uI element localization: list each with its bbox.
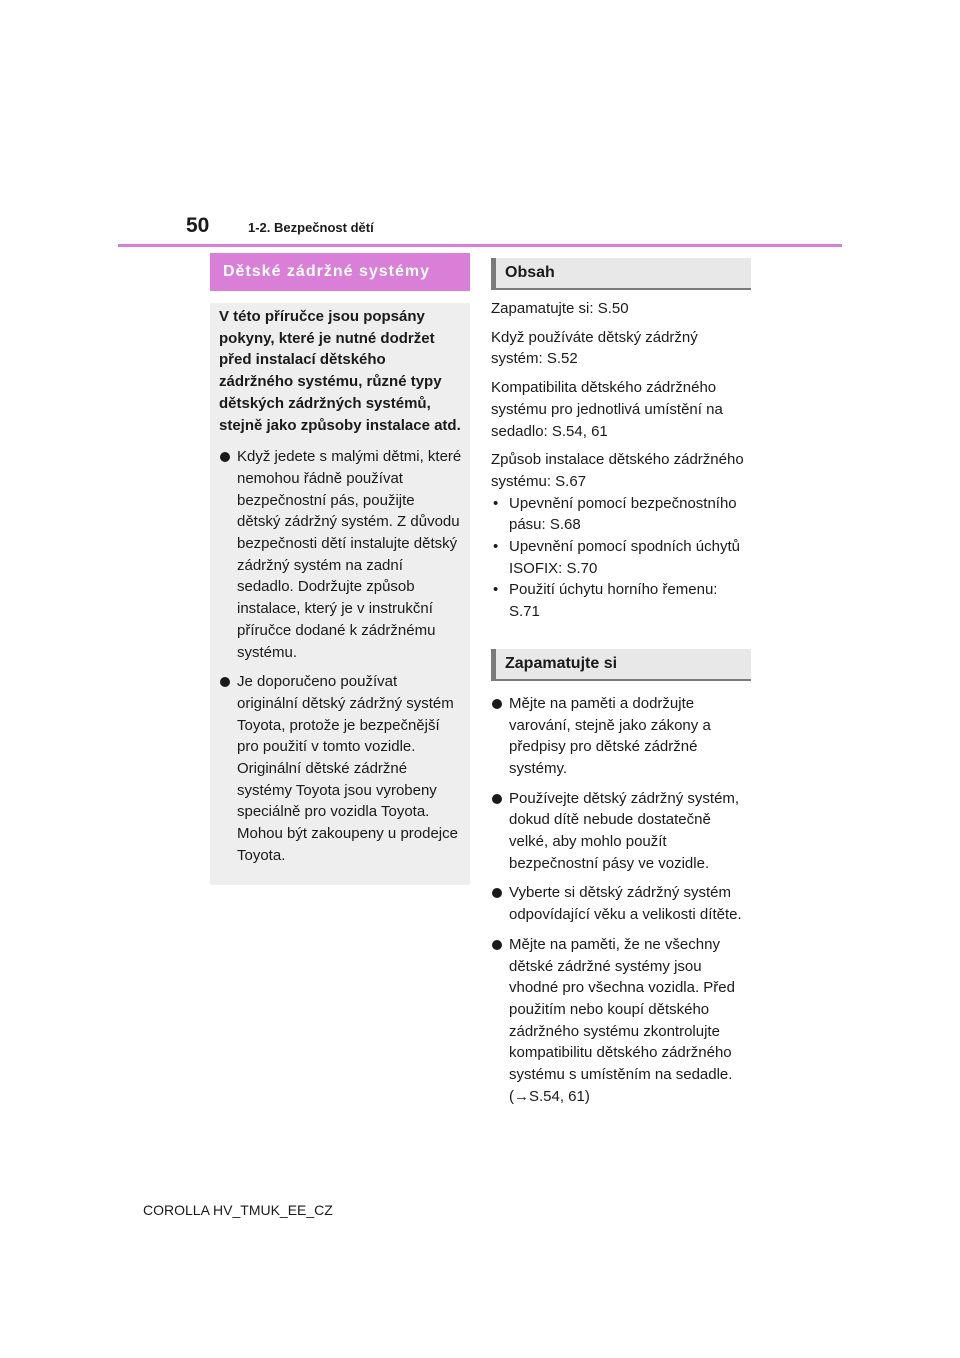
bullet-icon <box>492 794 502 804</box>
contents-sub-list <box>491 493 751 623</box>
contents-list <box>491 298 751 623</box>
list-item: Vyberte si dětský zádržný systém odpovídající věku a velikosti dítěte. <box>491 882 751 925</box>
page-number: 50 <box>186 214 210 237</box>
intro-bullets <box>219 446 462 866</box>
list-item: Mějte na paměti a dodržujte varování, stejně jako zákony a předpisy pro dětské zádržné systémy. <box>491 693 751 780</box>
list-item: Když jedete s malými dětmi, které nemohou řádně používat bezpečnostní pás, použijte dětský zádržný systém. Z důvodu bezpečnosti dětí instalujte dětský zádržný systém na zadní sedadlo. Dodržujte způsob instalace, který je v instrukční příručce dodané k zádržnému systému. <box>219 446 462 663</box>
list-item: Mějte na paměti, že ne všechny dětské zádržné systémy jsou vhodné pro všechna vozidla. Před použitím nebo koupí dětského zádržného systému zkontrolujte kompatibilitu dětského zádržného systému s umístěním na sedadle. (→S.54, 61) <box>491 934 751 1108</box>
contents-item: Když používáte dětský zádržný systém: S.52 <box>491 328 698 368</box>
bullet-icon <box>220 452 230 462</box>
contents-item: Zapamatujte si: S.50 <box>491 300 629 317</box>
bullet-icon <box>492 888 502 898</box>
list-item: • Upevnění pomocí bezpečnostního pásu: S.68 <box>493 494 737 534</box>
bullet-icon: • <box>493 581 499 599</box>
contents-heading: Obsah <box>491 258 751 290</box>
section-title: 1-2. Bezpečnost dětí <box>248 220 374 235</box>
header-divider <box>118 244 842 247</box>
list-item: • Použití úchytu horního řemenu: S.71 <box>493 581 718 621</box>
contents-item: Způsob instalace dětského zádržného systému: S.67 <box>491 451 744 490</box>
bullet-icon <box>492 940 502 950</box>
list-item: Je doporučeno používat originální dětský zádržný systém Toyota, protože je bezpečnější pro použití v tomto vozidle. Originální dětské zádržné systémy Toyota jsou vyrobeny speciálně pro vozidla Toyota. Mohou být zakoupeny u prodejce Toyota. <box>219 671 462 866</box>
right-column <box>491 258 751 1116</box>
remember-heading: Zapamatujte si <box>491 649 751 681</box>
left-column <box>210 253 470 885</box>
section-heading: Dětské zádržné systémy <box>210 253 470 291</box>
contents-item: Kompatibilita dětského zádržného systému pro jednotlivá umístění na sedadlo: S.54, 61 <box>491 379 723 440</box>
list-item: • Upevnění pomocí spodních úchytů ISOFIX: S.70 <box>493 538 740 577</box>
intro-text: V této příručce jsou popsány pokyny, které je nutné dodržet před instalací dětského zádržného systému, různé typy dětských zádržných systémů, stejně jako způsoby instalace atd. <box>219 308 461 434</box>
bullet-icon: • <box>493 494 499 512</box>
intro-box <box>210 303 470 885</box>
bullet-icon: • <box>493 538 499 556</box>
footer-model-code: COROLLA HV_TMUK_EE_CZ <box>143 1202 333 1218</box>
remember-list <box>491 693 751 1108</box>
bullet-icon <box>492 699 502 709</box>
list-item: Používejte dětský zádržný systém, dokud dítě nebude dostatečně velké, aby mohlo použít bezpečnostní pásy ve vozidle. <box>491 788 751 875</box>
bullet-icon <box>220 677 230 687</box>
